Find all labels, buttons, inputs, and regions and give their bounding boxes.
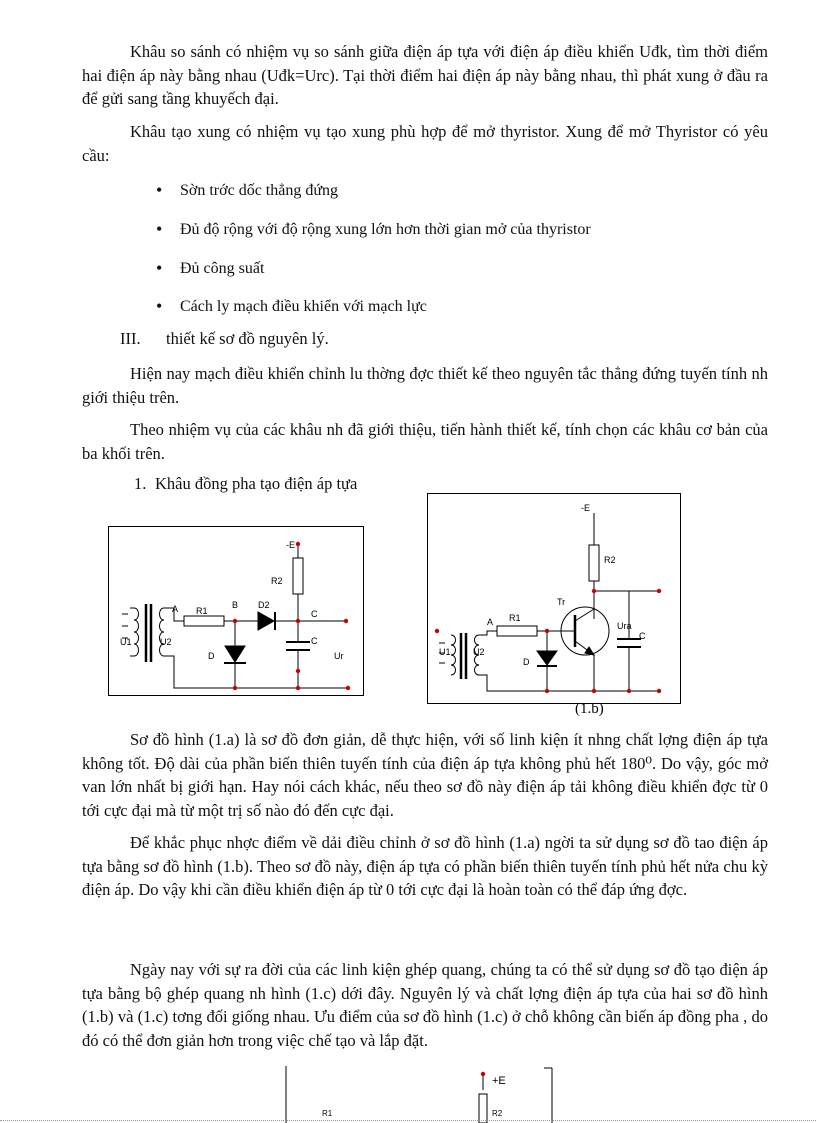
label-r2: R2 <box>271 576 283 586</box>
label-r1: R1 <box>509 613 521 623</box>
label-r1: R1 <box>196 606 208 616</box>
paragraph-figure-1c: Ngày nay với sự ra đời của các linh kiện ghép quang, chúng ta có thể sử dụng sơ đồ tạo điện áp tựa bằng bộ ghép quang nh hình (1.c) dới đây. Nguyên lý và chất lợng điện áp tựa của hai sơ đồ hình (1.b) và (1.c) tơng đối giống nhau. Ưu điểm của sơ đồ hình (1.c) ở chỗ không cần biến áp đồng pha , do đó có thể đơn giản hơn trong việc chế tạo và lắp đặt. <box>82 960 768 1050</box>
bullet-dot: • <box>156 258 163 278</box>
label-a: A <box>172 604 179 614</box>
label-neg-e: -E <box>286 540 295 550</box>
label-neg-e: -E <box>581 503 590 513</box>
page-break-line <box>0 1120 816 1121</box>
label-d: D <box>208 651 215 661</box>
bullet-text: Cách ly mạch điều khiển với mạch lực <box>180 298 427 315</box>
label-a: A <box>487 617 494 627</box>
bullet-text: Sờn trớc dốc thẳng đứng <box>180 182 339 199</box>
figure-caption-1b: (1.b) <box>575 701 604 717</box>
label-r2: R2 <box>492 1109 503 1118</box>
paragraph-figure-1a: Sơ đồ hình (1.a) là sơ đồ đơn giản, dễ thực hiện, với số linh kiện ít nhng chất lợng điện áp tựa không tốt. Độ dài của phần biến thiên tuyến tính của điện áp tựa không phủ hết 180⁰. Do vậy, góc mở van lớn nhất bị giới hạn. Hay nói cách khác, nếu theo sơ đồ này điện áp tải không điều khiển đợc từ 0 tới cực đại mà từ một trị số nào đó đến cực đại. <box>82 730 768 820</box>
label-c: C <box>639 631 646 641</box>
label-ura: Ura <box>617 621 632 631</box>
label-u1: U1 <box>439 647 451 657</box>
label-u2: U2 <box>160 637 172 647</box>
bullet-text: Đủ công suất <box>180 260 265 277</box>
label-d2: D2 <box>258 600 270 610</box>
bullet-dot: • <box>156 180 163 200</box>
paragraph-figure-1b: Để khắc phục nhợc điểm về dải điều chỉnh ở sơ đồ hình (1.a) ngời ta sử dụng sơ đồ tao điện áp tựa bằng sơ đồ hình (1.b). Theo sơ đồ này, điện áp tựa có phần biến thiên tuyến tính phủ hết nửa chu kỳ điện áp. Do vậy khi cần điều khiển điện áp từ 0 tới cực đại là hoàn toàn có thể đáp ứng đợc. <box>82 833 768 899</box>
circuit-figure-1a <box>108 526 364 696</box>
label-u1: U1 <box>120 637 132 647</box>
bullet-dot: • <box>156 219 163 239</box>
circuit-figure-1c <box>282 1064 554 1123</box>
label-tr: Tr <box>557 597 566 607</box>
label-ur: Ur <box>334 651 344 661</box>
label-d: D <box>523 657 530 667</box>
label-r2: R2 <box>604 555 616 565</box>
paragraph-comparator: Khâu so sánh có nhiệm vụ so sánh giữa điện áp tựa với điện áp điều khiển Uđk, tìm thời điểm hai điện áp này bằng nhau (Uđk=Urc). Tại thời điểm hai điện áp này bằng nhau, thì phát xung ở đầu ra để gửi sang tầng khuyếch đại. <box>82 42 768 108</box>
paragraph-pulse-former: Khâu tạo xung có nhiệm vụ tạo xung phù hợp để mở thyristor. Xung để mở Thyristor có yêu cầu: <box>82 122 768 165</box>
label-r1: R1 <box>322 1109 333 1118</box>
section-number: III. <box>120 329 141 348</box>
circuit-figure-1b <box>427 493 681 718</box>
subsection-number: 1. <box>134 474 147 493</box>
section-title: thiết kế sơ đồ nguyên lý. <box>166 329 329 348</box>
label-pos-e: +E <box>492 1075 506 1087</box>
paragraph-design-tasks: Theo nhiệm vụ của các khâu nh đã giới thiệu, tiến hành thiết kế, tính chọn các khâu cơ bản của ba khối trên. <box>82 420 768 463</box>
label-b: B <box>232 600 239 610</box>
bullet-text: Đủ độ rộng với độ rộng xung lớn hơn thời gian mở của thyristor <box>180 221 591 238</box>
bullet-dot: • <box>156 296 163 316</box>
label-u2: U2 <box>473 647 485 657</box>
label-c-cap: C <box>311 636 318 646</box>
subsection-title: Khâu đồng pha tạo điện áp tựa <box>155 474 358 493</box>
paragraph-design-principle: Hiện nay mạch điều khiển chỉnh lu thờng đợc thiết kế theo nguyên tắc thẳng đứng tuyến tính nh giới thiệu trên. <box>82 364 768 407</box>
label-c: C <box>311 609 318 619</box>
